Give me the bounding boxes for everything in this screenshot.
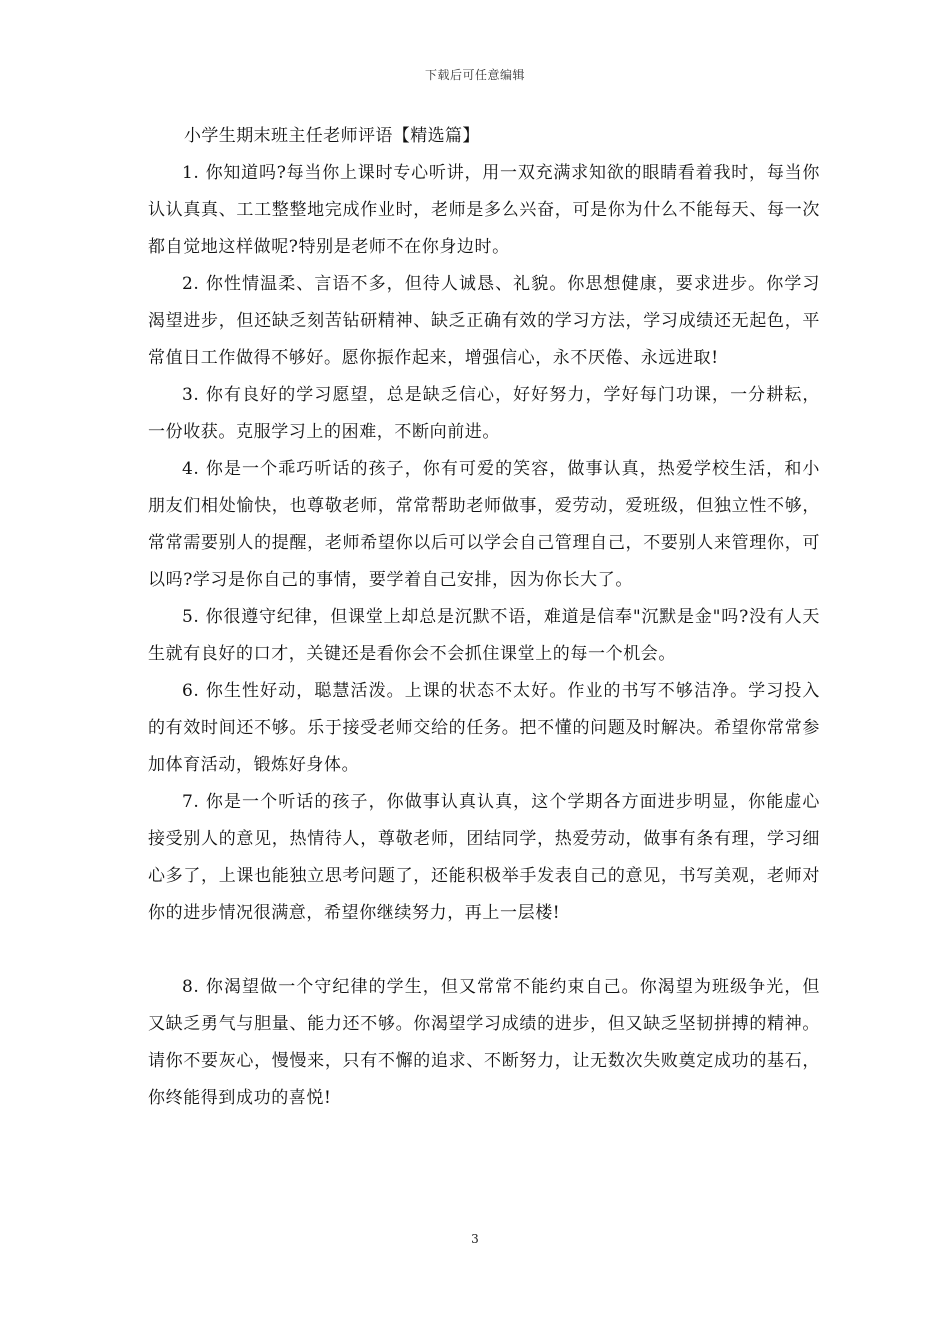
paragraph-1: 1. 你知道吗?每当你上课时专心听讲，用一双充满求知欲的眼睛看着我时，每当你认认真真、工工整整地完成作业时，老师是多么兴奋，可是你为什么不能每天、每一次都自觉地这样做呢?特别是老师不在你身边时。 [148,163,820,257]
paragraph-4: 4. 你是一个乖巧听话的孩子，你有可爱的笑容，做事认真，热爱学校生活，和小朋友们相处愉快，也尊敬老师，常常帮助老师做事，爱劳动，爱班级，但独立性不够，常常需要别人的提醒，老师希望你以后可以学会自己管理自己，不要别人来管理你，可以吗?学习是你自己的事情，要学着自己安排，因为你长大了。 [148,459,820,590]
paragraph-2: 2. 你性情温柔、言语不多，但待人诚恳、礼貌。你思想健康，要求进步。你学习渴望进步，但还缺乏刻苦钻研精神、缺乏正确有效的学习方法，学习成绩还无起色，平常值日工作做得不够好。愿你振作起来，增强信心，永不厌倦、永远进取! [148,274,820,368]
paragraph-6: 6. 你生性好动，聪慧活泼。上课的状态不太好。作业的书写不够洁净。学习投入的有效时间还不够。乐于接受老师交给的任务。把不懂的问题及时解决。希望你常常参加体育活动，锻炼好身体。 [148,681,820,775]
paragraph-5: 5. 你很遵守纪律，但课堂上却总是沉默不语，难道是信奉"沉默是金"吗?没有人天生就有良好的口才，关键还是看你会不会抓住课堂上的每一个机会。 [148,607,820,664]
document-title: 小学生期末班主任老师评语【精选篇】 [184,126,480,146]
paragraph-7: 7. 你是一个听话的孩子，你做事认真认真，这个学期各方面进步明显，你能虚心接受别人的意见，热情待人，尊敬老师，团结同学，热爱劳动，做事有条有理，学习细心多了，上课也能独立思考问题了，还能积极举手发表自己的意见，书写美观，老师对你的进步情况很满意，希望你继续努力，再上一层楼! [148,792,820,923]
page-number: 3 [471,1232,479,1246]
document-body [148,118,820,1117]
paragraph-3: 3. 你有良好的学习愿望，总是缺乏信心，好好努力，学好每门功课，一分耕耘，一份收获。克服学习上的困难，不断向前进。 [148,385,820,442]
page-header: 下载后可任意编辑 [424,68,525,82]
paragraph-8: 8. 你渴望做一个守纪律的学生，但又常常不能约束自己。你渴望为班级争光，但又缺乏勇气与胆量、能力还不够。你渴望学习成绩的进步，但又缺乏坚韧拼搏的精神。请你不要灰心，慢慢来，只有不懈的追求、不断努力，让无数次失败奠定成功的基石，你终能得到成功的喜悦! [148,977,820,1108]
